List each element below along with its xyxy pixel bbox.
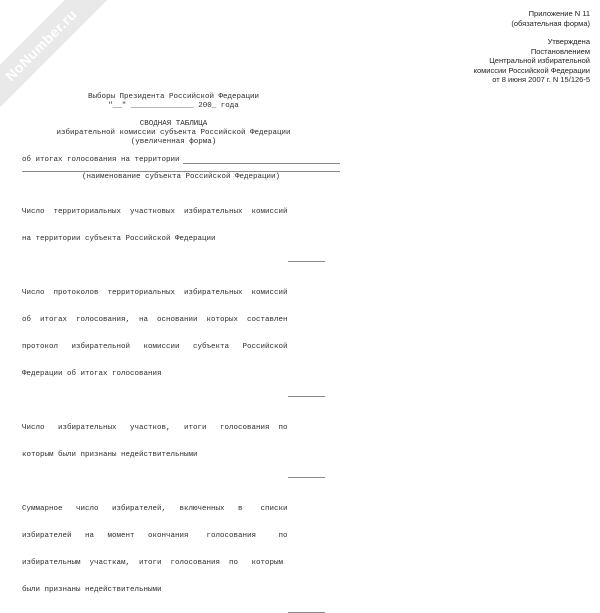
watermark-text: NoNumber.ru — [2, 6, 80, 84]
territory-blank-line-2 — [22, 165, 340, 172]
indicator-line: Число протоколов территориальных избирательных комиссий — [22, 289, 288, 297]
indicator-line: были признаны недействительными — [22, 586, 162, 594]
indicator-text — [22, 271, 288, 397]
territory-caption: (наименование субъекта Российской Федерации) — [81, 173, 281, 181]
appendix-number: Приложение N 11 — [528, 9, 590, 18]
table-title: СВОДНАЯ ТАБЛИЦА — [139, 120, 208, 128]
territory-blank-line — [183, 156, 340, 164]
indicator-line: об итогах голосования, на основании которых составлен — [22, 316, 288, 324]
indicator-row — [22, 190, 325, 262]
value-blank-line — [288, 396, 325, 397]
territory-row — [22, 156, 340, 165]
spacer — [22, 111, 340, 120]
indicator-row — [22, 406, 325, 478]
appendix-block — [474, 9, 590, 85]
indicator-text — [22, 487, 288, 613]
spacer — [22, 147, 340, 156]
indicator-line: избирательным участкам, итоги голосования по которым — [22, 559, 284, 567]
indicator-line: протокол избирательной комиссии субъекта Российской — [22, 343, 288, 351]
approval-line: Центральной избирательной — [489, 56, 590, 65]
approval-line: от 8 июня 2007 г. N 15/126-5 — [492, 75, 590, 84]
indicator-row — [22, 271, 325, 397]
table-subtitle: избирательной комиссии субъекта Российской Федерации — [56, 129, 291, 137]
approval-line: Постановлением — [530, 46, 590, 56]
value-blank-line — [288, 477, 325, 478]
indicator-line: Федерации об итогах голосования — [22, 370, 162, 378]
indicator-line: Суммарное число избирателей, включенных в списки — [22, 505, 288, 513]
indicator-text — [22, 190, 288, 262]
election-title: Выборы Президента Российской Федерации — [87, 93, 260, 101]
indicator-row — [22, 487, 325, 613]
indicator-text — [22, 406, 288, 478]
appendix-form-note: (обязательная форма) — [511, 18, 590, 28]
indicator-line: которым были признаны недействительными — [22, 451, 198, 459]
date-blank-line: "__" ______________ 200_ года — [108, 102, 239, 110]
document-body — [22, 93, 340, 613]
form-type-note: (увеличенная форма) — [130, 138, 217, 146]
indicator-line: Число территориальных участковых избирательных комиссий — [22, 208, 288, 216]
territory-label: об итогах голосования на территории — [22, 156, 180, 164]
indicator-line: на территории субъекта Российской Федерации — [22, 235, 216, 243]
indicator-line: избирателей на момент окончания голосования по — [22, 532, 288, 540]
indicator-line: Число избирательных участков, итоги голосования по — [22, 424, 288, 432]
value-blank-line — [288, 261, 325, 262]
approval-line: комиссии Российской Федерации — [473, 65, 590, 75]
approval-line: Утверждена — [547, 37, 590, 46]
